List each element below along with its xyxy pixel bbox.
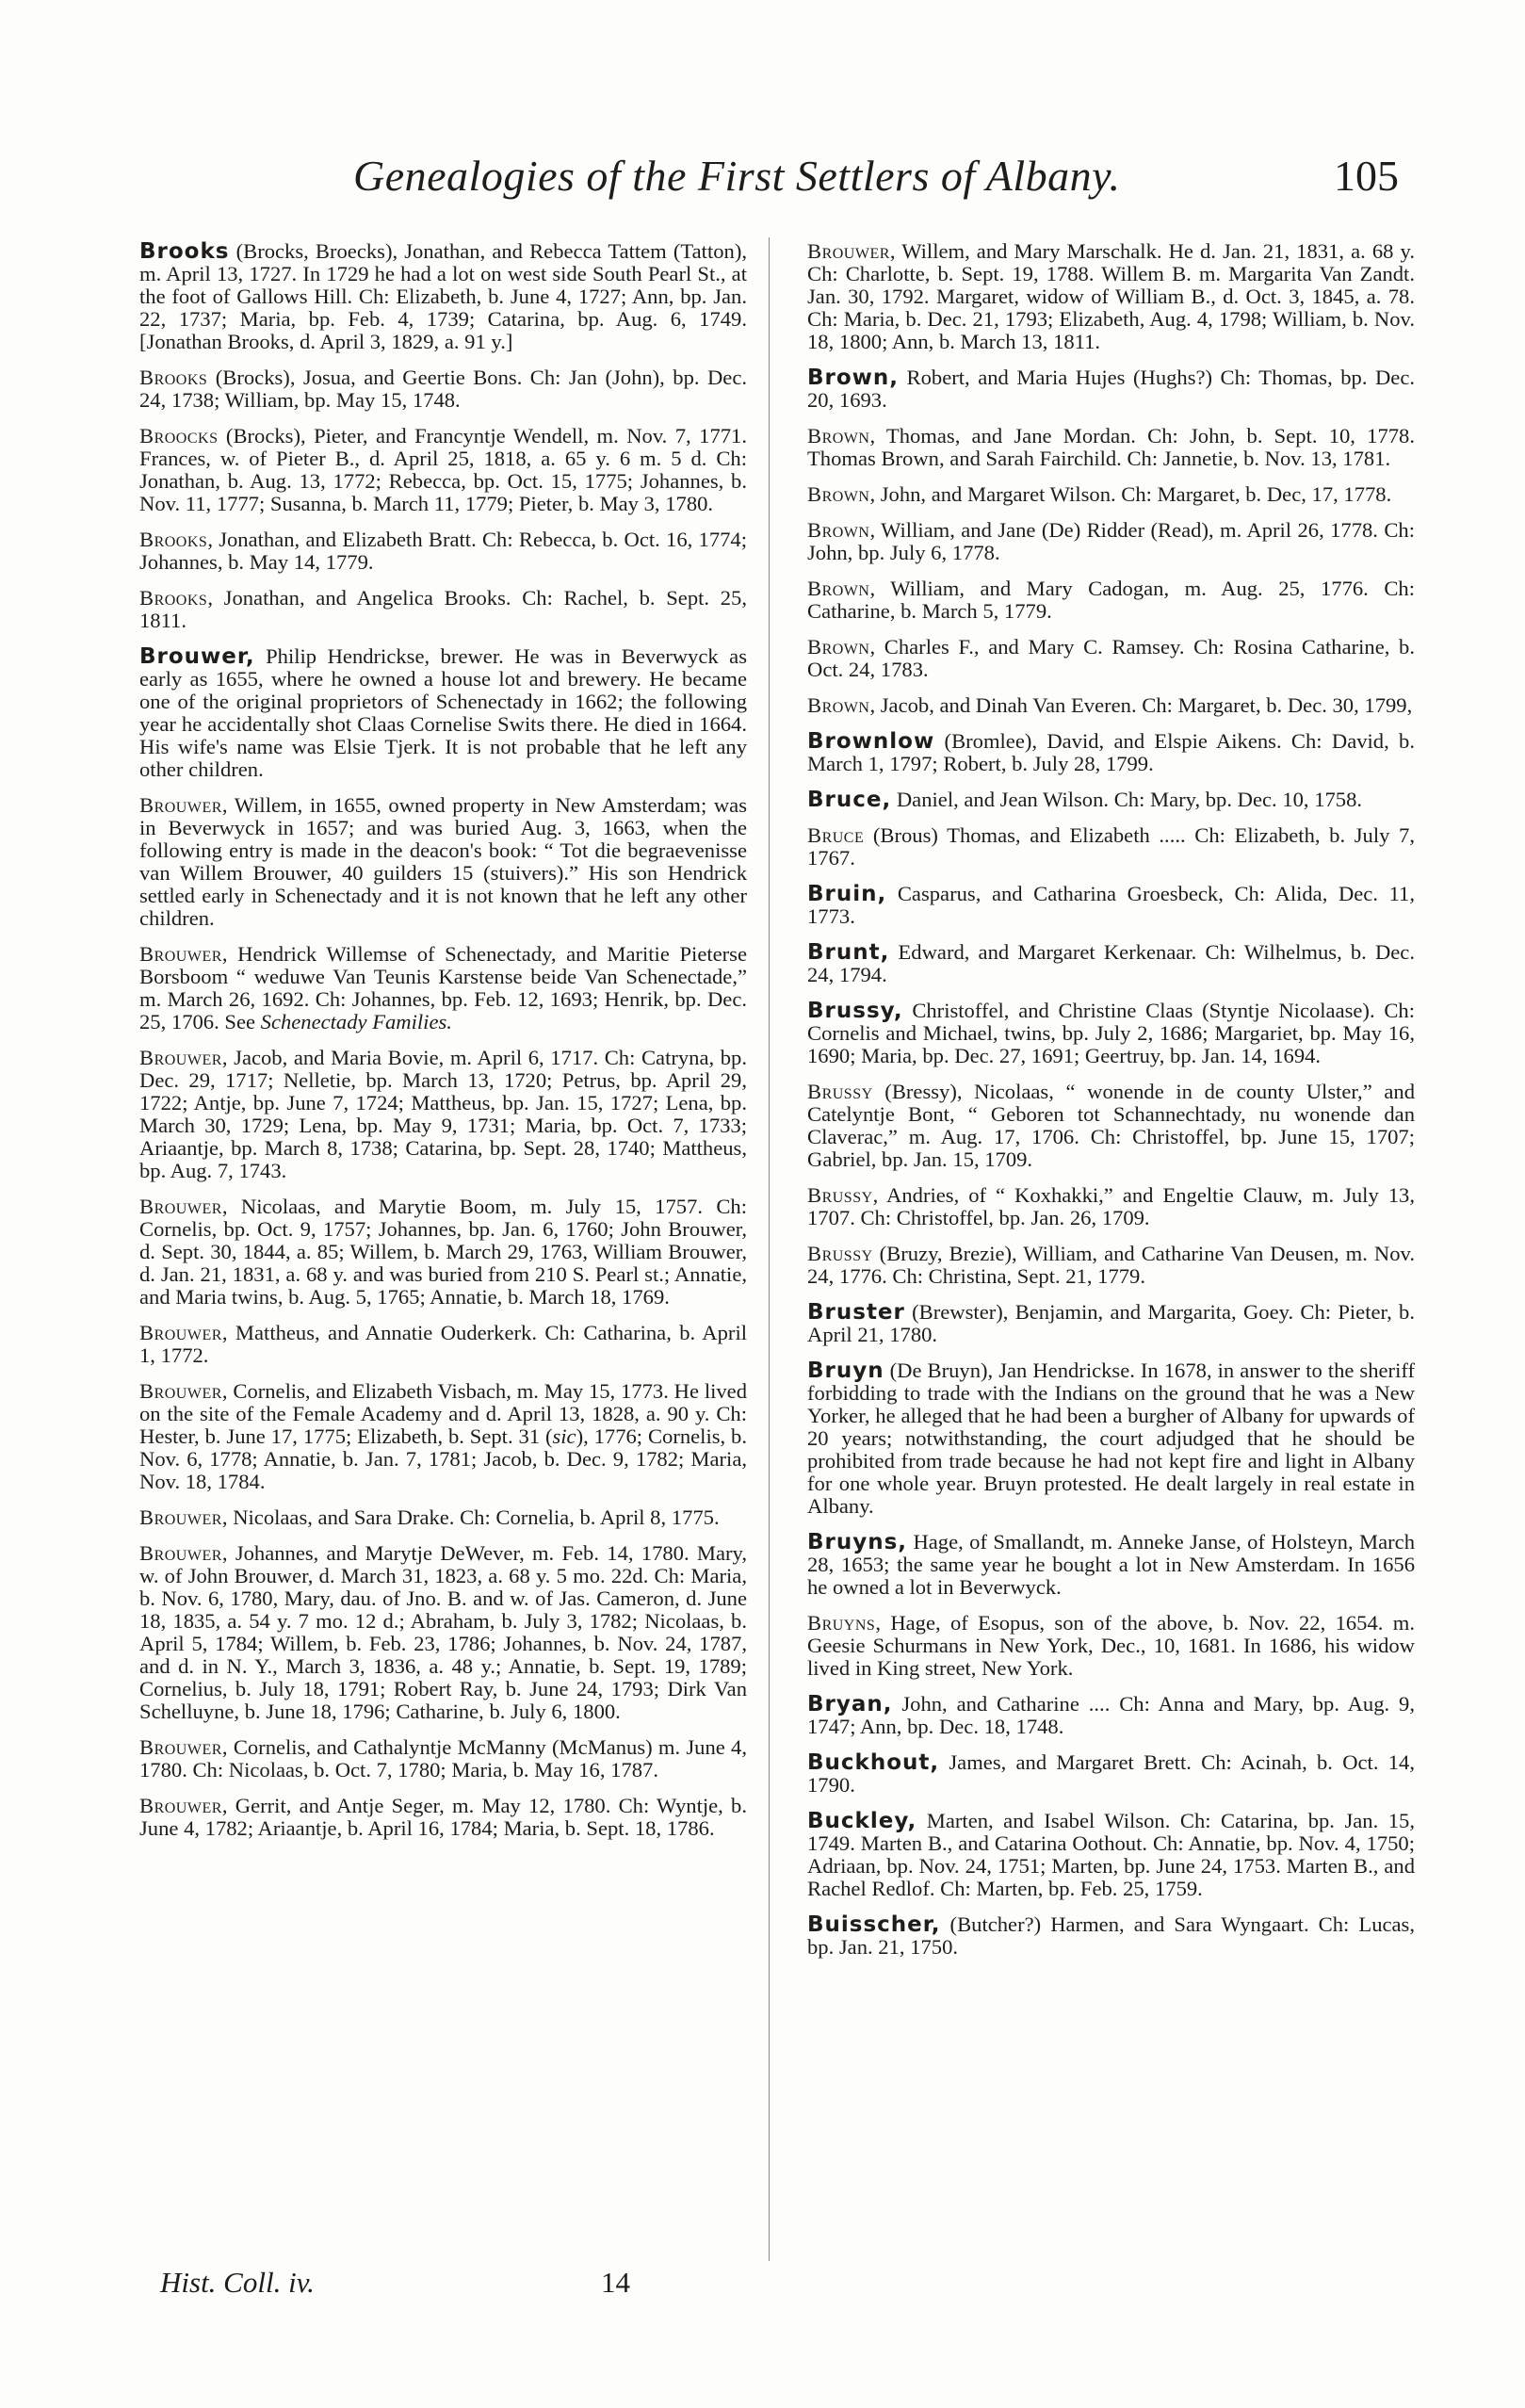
genealogy-entry bbox=[139, 587, 747, 632]
genealogy-entry bbox=[807, 1301, 1415, 1346]
genealogy-entry bbox=[807, 483, 1415, 506]
entry-text: James, and Margaret Brett. Ch: Acinah, b. Oct. 14, 1790. bbox=[807, 1750, 1415, 1797]
genealogy-entry bbox=[139, 1736, 747, 1782]
entry-surname: Bruyns, bbox=[807, 1530, 908, 1554]
genealogy-entry bbox=[807, 1751, 1415, 1797]
entry-surname: Brouwer bbox=[139, 1379, 222, 1403]
entry-surname: Bruce, bbox=[807, 788, 892, 812]
genealogy-entry bbox=[807, 1359, 1415, 1518]
entry-text: (Bressy), Nicolaas, “ wonende in de county Ulster,” and Catelyntje Bont, “ Geboren tot Schannechtady, nu wonende dan Claverac,” m. Aug. 17, 1706. Ch: Christoffel, bp. June 15, 1707; Gabriel, bp. Jan. 15, 1709. bbox=[807, 1080, 1415, 1171]
genealogy-entry bbox=[807, 1000, 1415, 1067]
entry-text: (Brocks, Broecks), Jonathan, and Rebecca Tattem (Tatton), m. April 13, 1727. In 1729 he had a lot on west side South Pearl St., at the foot of Gallows Hill. Ch: Elizabeth, b. June 4, 1727; Ann, bp. Jan. 22, 1737; Maria, bp. Feb. 4, 1739; Catarina, bp. Aug. 6, 1749. [Jonathan Brooks, d. April 3, 1829, a. 91 y.] bbox=[139, 239, 747, 353]
entry-text: , Charles F., and Mary C. Ramsey. Ch: Rosina Catharine, b. Oct. 24, 1783. bbox=[807, 635, 1415, 681]
entry-surname: Brouwer bbox=[139, 793, 222, 817]
entry-surname: Bryan, bbox=[807, 1692, 893, 1717]
entry-surname: Brouwer bbox=[139, 942, 222, 966]
entry-reference: Schenectady Families. bbox=[260, 1010, 452, 1033]
genealogy-entry bbox=[807, 824, 1415, 870]
genealogy-entry bbox=[807, 730, 1415, 775]
entry-surname: Brown, bbox=[807, 366, 900, 390]
entry-surname: Brooks bbox=[139, 586, 208, 610]
entry-surname: Brownlow bbox=[807, 729, 935, 754]
entry-text: Edward, and Margaret Kerkenaar. Ch: Wilhelmus, b. Dec. 24, 1794. bbox=[807, 940, 1415, 986]
entry-surname: Brouwer bbox=[807, 239, 890, 263]
entry-text: Robert, and Maria Hujes (Hughs?) Ch: Thomas, bp. Dec. 20, 1693. bbox=[807, 366, 1415, 412]
entry-text: Marten, and Isabel Wilson. Ch: Catarina, bp. Jan. 15, 1749. Marten B., and Catarina Oothout. Ch: Annatie, bp. Nov. 4, 1750; Adriaan, bp. Nov. 24, 1751; Marten, bp. June 24, 1753. Marten B., and Rachel Redlof. Ch: Marten, bp. Feb. 25, 1759. bbox=[807, 1809, 1415, 1900]
entry-text: , Thomas, and Jane Mordan. Ch: John, b. Sept. 10, 1778. Thomas Brown, and Sarah Fairchild. Ch: Jannetie, b. Nov. 13, 1781. bbox=[807, 424, 1415, 470]
entry-surname: Brouwer bbox=[139, 1794, 222, 1817]
entry-text: , Johannes, and Marytje DeWever, m. Feb. 14, 1780. Mary, w. of John Brouwer, d. March 31, 1823, a. 68 y. 5 mo. 22d. Ch: Maria, b. Nov. 6, 1780, Mary, dau. of Jno. B. and w. of Jas. Cameron, d. June 18, 1835, a. 54 y. 7 mo. 12 d.; Abraham, b. July 3, 1782; Nicolaas, b. April 5, 1784; Willem, b. Feb. 23, 1786; Johannes, b. Nov. 24, 1787, and d. in N. Y., March 3, 1836, a. 48 y.; Annatie, b. Sept. 19, 1789; Cornelius, b. July 18, 1791; Robert Ray, b. June 24, 1793; Dirk Van Schelluyne, b. June 18, 1796; Catharine, b. July 6, 1800. bbox=[139, 1541, 747, 1723]
entry-surname: Brown bbox=[807, 482, 870, 506]
entry-text: , John, and Margaret Wilson. Ch: Margaret, b. Dec, 17, 1778. bbox=[869, 482, 1392, 506]
genealogy-entry bbox=[807, 694, 1415, 717]
entry-text: (Brewster), Benjamin, and Margarita, Goey. Ch: Pieter, b. April 21, 1780. bbox=[807, 1300, 1415, 1346]
genealogy-entry bbox=[139, 529, 747, 574]
genealogy-entry bbox=[139, 366, 747, 412]
entry-text: Philip Hendrickse, brewer. He was in Beverwyck as early as 1655, where he owned a house lot and brewery. He became one of the original proprietors of Schenectady in 1662; the following year he accidentally shot Claas Cornelise Swits there. He died in 1664. His wife's name was Elsie Tjerk. It is not probable that he left any other children. bbox=[139, 644, 747, 781]
entry-surname: Brussy bbox=[807, 1242, 873, 1265]
footer-signature-number: 14 bbox=[601, 2266, 630, 2299]
genealogy-entry bbox=[807, 789, 1415, 811]
column-divider bbox=[769, 237, 770, 2261]
genealogy-entry bbox=[807, 636, 1415, 681]
entry-text: , Willem, in 1655, owned property in New Amsterdam; was in Beverwyck in 1657; and was buried Aug. 3, 1663, when the following entry is made in the deacon's book: “ Tot die begraevenisse van Willem Brouwer, 40 guilders 15 (stuivers).” His son Hendrick settled early in Schenectady and it is not known that he left any other children. bbox=[139, 793, 747, 930]
entry-surname: Brunt, bbox=[807, 940, 890, 965]
right-column bbox=[807, 240, 1415, 1972]
footer-signature: Hist. Coll. iv. bbox=[160, 2266, 315, 2299]
entry-surname: Brown bbox=[807, 693, 870, 717]
entry-surname: Buckley, bbox=[807, 1809, 917, 1833]
genealogy-entry bbox=[139, 1506, 747, 1529]
entry-surname: Buisscher, bbox=[807, 1912, 941, 1937]
entry-text: , Jacob, and Dinah Van Everen. Ch: Margaret, b. Dec. 30, 1799, bbox=[869, 693, 1413, 717]
entry-text: , Gerrit, and Antje Seger, m. May 12, 1780. Ch: Wyntje, b. June 4, 1782; Ariaantje, b. April 16, 1784; Maria, b. Sept. 18, 1786. bbox=[139, 1794, 747, 1840]
page-header bbox=[141, 151, 1399, 217]
genealogy-entry bbox=[807, 425, 1415, 470]
entry-surname: Brouwer, bbox=[139, 644, 255, 669]
page-number: 105 bbox=[1334, 152, 1399, 200]
genealogy-entry bbox=[139, 1542, 747, 1723]
entry-text: Christoffel, and Christine Claas (Styntje Nicolaase). Ch: Cornelis and Michael, twins, bp. July 2, 1686; Margariet, bp. May 16, 1690; Maria, bp. Dec. 27, 1691; Geertruy, bp. Jan. 14, 1694. bbox=[807, 999, 1415, 1067]
entry-surname: Brown bbox=[807, 424, 870, 447]
genealogy-entry bbox=[139, 1196, 747, 1309]
entry-surname: Bruster bbox=[807, 1300, 905, 1325]
entry-surname: Brooks bbox=[139, 528, 208, 551]
genealogy-entry bbox=[807, 1612, 1415, 1680]
entry-text: (Butcher?) Harmen, and Sara Wyngaart. Ch: Lucas, bp. Jan. 21, 1750. bbox=[807, 1912, 1415, 1959]
genealogy-entry bbox=[807, 1243, 1415, 1288]
genealogy-entry bbox=[807, 240, 1415, 353]
entry-text: , William, and Mary Cadogan, m. Aug. 25, 1776. Ch: Catharine, b. March 5, 1779. bbox=[807, 577, 1415, 623]
entry-surname: Brooks bbox=[139, 366, 208, 389]
entry-text: , Jonathan, and Elizabeth Bratt. Ch: Rebecca, b. Oct. 16, 1774; Johannes, b. May 14, 1779. bbox=[139, 528, 747, 574]
entry-italic: sic bbox=[552, 1424, 576, 1448]
entry-text: , Hage, of Esopus, son of the above, b. Nov. 22, 1654. m. Geesie Schurmans in New York, Dec., 10, 1681. In 1686, his widow lived in King street, New York. bbox=[807, 1611, 1415, 1680]
entry-text: (Brous) Thomas, and Elizabeth ..... Ch: Elizabeth, b. July 7, 1767. bbox=[807, 823, 1415, 870]
genealogy-entry bbox=[807, 366, 1415, 412]
genealogy-entry bbox=[139, 1795, 747, 1840]
entry-text: , Willem, and Mary Marschalk. He d. Jan. 21, 1831, a. 68 y. Ch: Charlotte, b. Sept. 19, 1788. Willem B. m. Margarita Van Zandt. Jan. 30, 1792. Margaret, widow of William B., d. Oct. 3, 1845, a. 78. Ch: Maria, b. Dec. 21, 1793; Elizabeth, Aug. 4, 1798; William, b. Nov. 18, 1800; Ann, b. March 13, 1811. bbox=[807, 239, 1415, 353]
entry-surname: Broocks bbox=[139, 424, 219, 447]
entry-surname: Brouwer bbox=[139, 1505, 222, 1529]
entry-text: (Bruzy, Brezie), William, and Catharine Van Deusen, m. Nov. 24, 1776. Ch: Christina, Sept. 21, 1779. bbox=[807, 1242, 1415, 1288]
entry-surname: Brussy bbox=[807, 1183, 873, 1207]
entry-surname: Brussy, bbox=[807, 999, 903, 1023]
genealogy-entry bbox=[807, 1184, 1415, 1229]
genealogy-entry bbox=[807, 883, 1415, 928]
entry-text: , William, and Jane (De) Ridder (Read), m. April 26, 1778. Ch: John, bp. July 6, 1778. bbox=[807, 518, 1415, 564]
entry-surname: Bruyn bbox=[807, 1359, 884, 1383]
genealogy-entry bbox=[807, 1081, 1415, 1171]
genealogy-entry bbox=[139, 1322, 747, 1367]
entry-text: (Bromlee), David, and Elspie Aikens. Ch: David, b. March 1, 1797; Robert, b. July 28, 1799. bbox=[807, 729, 1415, 775]
genealogy-entry bbox=[139, 1380, 747, 1493]
genealogy-entry bbox=[139, 645, 747, 781]
entry-text: Hage, of Smallandt, m. Anneke Janse, of Holsteyn, March 28, 1653; the same year he bought a lot in New Amsterdam. In 1656 he owned a lot in Beverwyck. bbox=[807, 1530, 1415, 1599]
entry-surname: Brussy bbox=[807, 1080, 873, 1103]
entry-text: , Jonathan, and Angelica Brooks. Ch: Rachel, b. Sept. 25, 1811. bbox=[139, 586, 747, 632]
genealogy-entry bbox=[139, 425, 747, 515]
genealogy-entry bbox=[807, 1693, 1415, 1738]
entry-surname: Bruce bbox=[807, 823, 865, 847]
entry-text-continued: ), 1776; Cornelis, b. Nov. 6, 1778; Annatie, b. Jan. 7, 1781; Jacob, b. Dec. 9, 1782; Maria, Nov. 18, 1784. bbox=[139, 1424, 747, 1493]
entry-surname: Brouwer bbox=[139, 1735, 222, 1759]
entry-surname: Bruin, bbox=[807, 882, 887, 906]
genealogy-entry bbox=[807, 1810, 1415, 1900]
entry-text: Daniel, and Jean Wilson. Ch: Mary, bp. Dec. 10, 1758. bbox=[891, 788, 1363, 811]
left-column bbox=[139, 240, 747, 1853]
genealogy-entry bbox=[139, 943, 747, 1033]
genealogy-entry bbox=[807, 1913, 1415, 1959]
entry-text: (De Bruyn), Jan Hendrickse. In 1678, in answer to the sheriff forbidding to trade with the Indians on the ground that he was a New Yorker, he alleged that he had been a burgher of Albany for upwards of 20 years; notwithstanding, the court adjudged that he should be prohibited from trade because he had not kept fire and light in Albany for one whole year. Bruyn protested. He dealt largely in real estate in Albany. bbox=[807, 1359, 1415, 1518]
genealogy-entry bbox=[807, 941, 1415, 986]
entry-text: , Hendrick Willemse of Schenectady, and Maritie Pieterse Borsboom “ weduwe Van Teunis Karstense beide Van Schenectade,” m. March 26, 1692. Ch: Johannes, bp. Feb. 12, 1693; Henrik, bp. Dec. 25, 1706. See bbox=[139, 942, 747, 1033]
genealogy-entry bbox=[807, 519, 1415, 564]
entry-text: , Cornelis, and Cathalyntje McManny (McManus) m. June 4, 1780. Ch: Nicolaas, b. Oct. 7, 1780; Maria, b. May 16, 1787. bbox=[139, 1735, 747, 1782]
entry-text: , Andries, of “ Koxhakki,” and Engeltie Clauw, m. July 13, 1707. Ch: Christoffel, bp. Jan. 26, 1709. bbox=[807, 1183, 1415, 1229]
genealogy-entry bbox=[139, 794, 747, 930]
entry-text: Casparus, and Catharina Groesbeck, Ch: Alida, Dec. 11, 1773. bbox=[807, 882, 1415, 928]
genealogy-entry bbox=[139, 240, 747, 353]
page-footer bbox=[160, 2266, 725, 2303]
genealogy-entry bbox=[807, 1531, 1415, 1599]
entry-surname: Brown bbox=[807, 577, 870, 600]
entry-text: John, and Catharine .... Ch: Anna and Mary, bp. Aug. 9, 1747; Ann, bp. Dec. 18, 1748. bbox=[807, 1692, 1415, 1738]
entry-text: , Cornelis, and Elizabeth Visbach, m. May 15, 1773. He lived on the site of the Female Academy and d. April 13, 1828, a. 90 y. Ch: Hester, b. June 17, 1775; Elizabeth, b. Sept. 31 ( bbox=[139, 1379, 747, 1448]
entry-text: , Jacob, and Maria Bovie, m. April 6, 1717. Ch: Catryna, bp. Dec. 29, 1717; Nelletie, bp. March 13, 1720; Petrus, bp. April 29, 1722; Antje, bp. June 7, 1724; Mattheus, bp. Jan. 15, 1727; Lena, bp. March 30, 1729; Lena, bp. May 9, 1731; Maria, bp. Oct. 7, 1733; Ariaantje, bp. March 8, 1738; Catarina, bp. Sept. 28, 1740; Mattheus, bp. Aug. 7, 1743. bbox=[139, 1046, 747, 1182]
entry-surname: Brooks bbox=[139, 239, 230, 264]
entry-text: , Nicolaas, and Sara Drake. Ch: Cornelia, b. April 8, 1775. bbox=[221, 1505, 720, 1529]
entry-surname: Bruyns bbox=[807, 1611, 876, 1635]
entry-surname: Brown bbox=[807, 518, 870, 542]
running-title: Genealogies of the First Settlers of Albany. bbox=[353, 152, 1121, 200]
entry-surname: Brouwer bbox=[139, 1195, 222, 1218]
entry-surname: Brouwer bbox=[139, 1046, 222, 1069]
entry-surname: Buckhout, bbox=[807, 1750, 940, 1775]
entry-text: , Mattheus, and Annatie Ouderkerk. Ch: Catharina, b. April 1, 1772. bbox=[139, 1321, 747, 1367]
entry-surname: Brouwer bbox=[139, 1321, 222, 1344]
genealogy-entry bbox=[807, 578, 1415, 623]
entry-text: (Brocks), Josua, and Geertie Bons. Ch: Jan (John), bp. Dec. 24, 1738; William, bp. May 15, 1748. bbox=[139, 366, 747, 412]
genealogy-entry bbox=[139, 1047, 747, 1182]
entry-surname: Brouwer bbox=[139, 1541, 222, 1565]
entry-text: (Brocks), Pieter, and Francyntje Wendell, m. Nov. 7, 1771. Frances, w. of Pieter B., d. April 25, 1818, a. 65 y. 6 m. 5 d. Ch: Jonathan, b. Aug. 13, 1772; Rebecca, bp. Oct. 15, 1775; Johannes, b. Nov. 11, 1777; Susanna, b. March 11, 1779; Pieter, b. May 3, 1780. bbox=[139, 424, 747, 515]
entry-surname: Brown bbox=[807, 635, 870, 659]
entry-text: , Nicolaas, and Marytie Boom, m. July 15, 1757. Ch: Cornelis, bp. Oct. 9, 1757; Johannes, bp. Jan. 6, 1760; John Brouwer, d. Sept. 30, 1844, a. 85; Willem, b. March 29, 1763, William Brouwer, d. Jan. 21, 1831, a. 68 y. and was buried from 210 S. Pearl st.; Annatie, and Maria twins, b. Aug. 5, 1765; Annatie, b. March 18, 1769. bbox=[139, 1195, 747, 1309]
